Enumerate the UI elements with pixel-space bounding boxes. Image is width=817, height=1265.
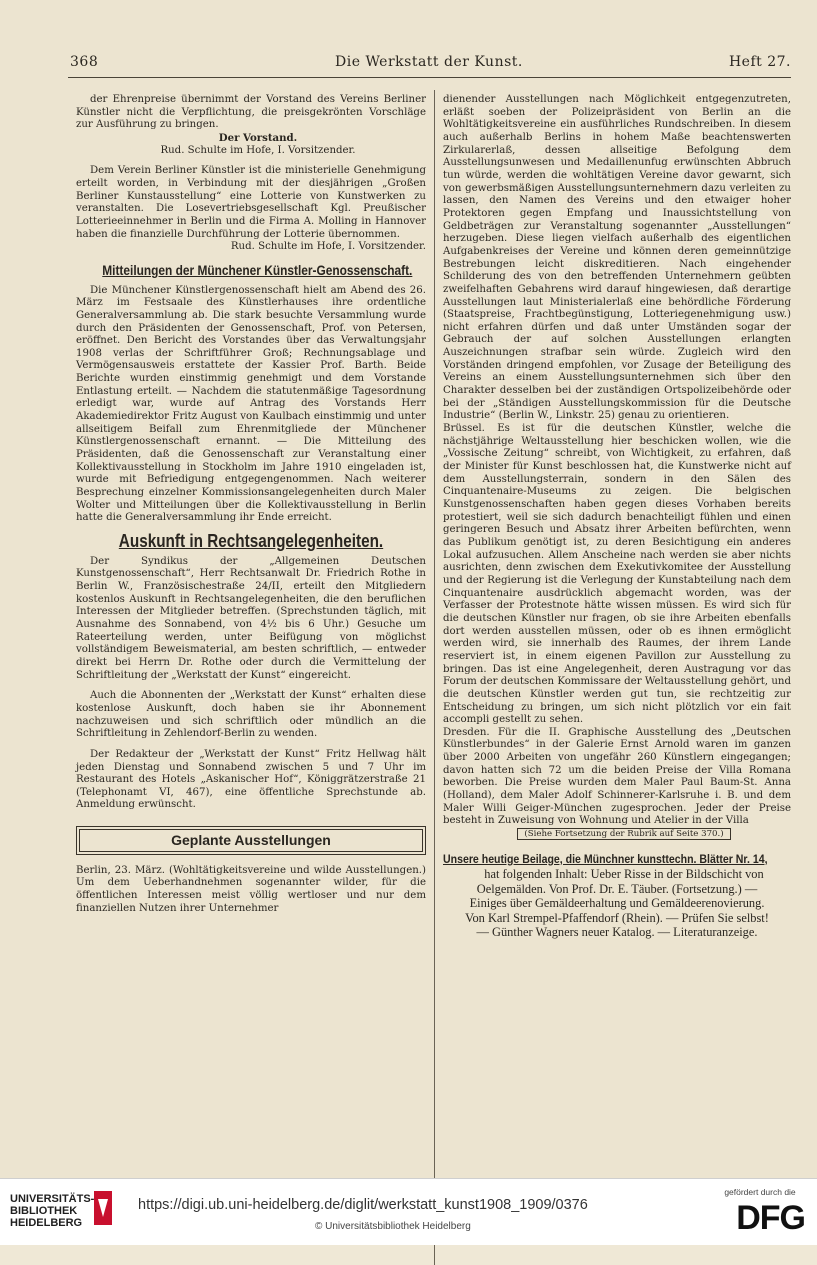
paragraph: Dem Verein Berliner Künstler ist die ministerielle Genehmigung erteilt worden, in Verbindung mit der diesjährigen „Großen Berliner Kunstausstellung“ eine Lotterie von Kunstwerken zu veranstalten. Die Losevertriebsgesellschaft Kgl. Preußischer Lotterieeinnehmer in Berlin und die Firma A. Molling in Hannover haben die finanzielle Durchführung der Lotterie übernommen. — [76, 165, 426, 240]
paragraph: Brüssel. Es ist für die deutschen Künstler, welche die nächstjährige Weltausstellung hier beschicken wollen, wie die „Vossische Zeitung“ schreibt, von Wichtigkeit, zu erfahren, daß der Minister für Kunst beschlossen hat, die Kunstwerke nicht auf dem Ausstellungsterrain, sondern in den Sälen des Cinquantenaire-Museums zu zeigen. Die belgischen Kunstgenossenschaften haben gegen dieses Vorhaben bereits protestiert, weil sie sich dadurch benachteiligt fühlen und einen geringeren Besuch und Absatz ihrer Arbeiten befürchten, wenn das Publikum genötigt ist, zu deren Besichtigung ein anderes Lokal aufzusuchen. Allem Anscheine nach werden sie aber nichts ausrichten, denn zwischen dem Exekutivkomitee der Ausstellung und der Regierung ist die Verlegung der Kunstabteilung nach dem Cinquantenaire ausdrücklich abgemacht worden, was der Verfasser der Protestnote hätte wissen müssen. Es wird sich für die deutschen Künstler nur fragen, ob sie ihre Arbeiten ebenfalls dort werden ausstellen müssen, oder ob es ihnen ermöglicht werden wird, sie innerhalb des Raumes, der ihrem Lande reserviert ist, in einem eigenen Pavillon zur Ausstellung zu bringen. Das ist eine Angelegenheit, deren Austragung vor das Forum der deutschen Kommissare der Weltausstellung gehört, und die deutschen Künstler werden gut tun, sie rechtzeitig zur Entscheidung zu bringen, um sich nicht plötzlich vor ein fait accompli gestellt zu sehen. — [443, 423, 791, 726]
paragraph: Der Syndikus der „Allgemeinen Deutschen Kunstgenossenschaft“, Herr Rechtsanwalt Dr. Friedrich Rothe in Berlin W., Französischestraße 24/II, erteilt den Mitgliedern kostenlos Auskunft in Rechtsangelegenheiten, die den beruflichen Interessen der Mitglieder betreffen. (Sprechstunden täglich, mit Ausnahme des Sonnabend, von 4½ bis 6 Uhr.) Gesuche um Rateerteilung werden, unter Beifügung von möglichst vollständigem Beweismaterial, am besten schriftlich, — entweder direkt bei Herrn Dr. Rothe oder durch die Vermittelung der Schriftleitung der „Werkstatt der Kunst“ eingereicht. — [76, 555, 426, 681]
paragraph: dienender Ausstellungen nach Möglichkeit entgegenzutreten, erläßt soeben der Polizeipräsident von Berlin an die Wohltätigkeitsvereine ein ausführliches Rundschreiben. In diesem auch außerhalb Berlins in hohem Maße beachtenswerten Zirkularerlaß, dessen allseitige Befolgung dem Ausstellungsunwesen und Medaillenunfug erwünschten Abbruch tun würde, werden die wohltätigen Vereine davor gewarnt, sich von gewerbsmäßigen Ausstellungsunternehmern dazu verleiten zu lassen, den Namen des Vereins und den etwaiger hoher Protektoren gegen Empfang und Inaussichtstellung von Geldbeträgen zur Veranstaltung sogenannter „Ausstellungen“ herzugeben. Diese liegen vielfach außerhalb des eigentlichen Aufgabenkreises der Vereine und können deren gemeinnützige Bestrebungen leicht diskreditieren. Nach eingehender Schilderung des von den betreffenden Unternehmern geübten zweifelhaften Gebahrens wird darauf hingewiesen, daß derartige Ausstellungen laut Ministerialerlaß eine behördliche Förderung (Staatspreise, Frachtbegünstigung, Lotteriegenehmigung usw.) nicht erfahren dürfen und daß unter Umständen sogar der Gebrauch der auf solchen Ausstellungen erlangten Auszeichnungen strafbar sein würde. Zugleich wird den Vorständen dringend empfohlen, vor Zusage der Beteiligung des Vereins an einem Ausstellungsunternehmen sich über den Charakter desselben bei der zuständigen Ortspolizeibehörde oder bei der „Ständigen Ausstellungskommission für die Deutsche Industrie“ (Berlin W., Linkstr. 25) genau zu orientieren. — [443, 94, 791, 422]
page-header — [70, 54, 791, 74]
paragraph: Berlin, 23. März. (Wohltätigkeitsvereine und wilde Ausstellungen.) Um dem Ueberhandnehmen sogenannter wilder, für die öffentlichen Interessen meist völlig wertloser und nur dem finanziellen Nutzen ihrer Unternehmer — [76, 864, 426, 914]
paragraph: Die Münchener Künstlergenossenschaft hielt am Abend des 26. März im Festsaale des Künstlerhauses ihre ordentliche Generalversammlung ab. Die stark besuchte Versammlung wurde durch den Präsidenten der Genossenschaft, Prof. von Petersen, eröffnet. Den Bericht des Vorstandes über das Verwaltungsjahr 1908 verlas der Schriftführer Groß; Rechnungsablage und Vermögensausweis erstattete der Kassier Prof. Barth. Beide Berichte wurden einstimmig genehmigt und dem Vorstande Entlastung erteilt. — Nachdem die statutenmäßige Tagesordnung erledigt war, wurde auf Antrag des Vorstands Herr Akademiedirektor Fritz August von Kaulbach einstimmig und unter allseitigem Beifall zum Ehrenmitgliede der Münchener Künstlergenossenschaft ernannt. — Die Mitteilung des Präsidenten, daß die Genossenschaft zur Veranstaltung einer Kollektivausstellung in Stockholm im Jahre 1910 eingeladen ist, wurde mit Befriedigung entgegengenommen. Nach weiterer Besprechung einzelner Kommissionsangelegenheiten durch Maler Wolter und Mitteilungen über die Kollektivausstellung in Berlin hatte die Generalversammlung ihr Ende erreicht. — [76, 284, 426, 524]
viewer-footer — [0, 1178, 817, 1245]
library-logo-icon — [92, 1189, 114, 1227]
library-logo-text — [10, 1193, 94, 1229]
paragraph: Dresden. Für die II. Graphische Ausstellung des „Deutschen Künstlerbundes“ in der Galerie Ernst Arnold waren im ganzen über 2000 Arbeiten von ungefähr 260 Künstlern eingegangen; davon hatten sich 72 um die beiden Preise der Villa Romana beworben. Die Preise wurden dem Maler Paul Baum-St. Anna (Holland), dem Maler Adolf Schinnerer-Karlsruhe i. B. und dem Maler Willi Geiger-München zugesprochen. Jeder der Preise besteht in Zuweisung von Wohnung und Atelier in der Villa — [443, 726, 791, 827]
library-line: BIBLIOTHEK — [10, 1205, 78, 1217]
issue-number: Heft 27. — [728, 54, 791, 70]
copyright-notice: © Universitätsbibliothek Heidelberg — [315, 1221, 471, 1232]
supplement-heading: Unsere heutige Beilage, die Münchner kunsttechn. Blätter Nr. 14, — [443, 851, 768, 866]
signature-name: Rud. Schulte im Hofe, I. Vorsitzender. — [230, 241, 426, 253]
signature-name: Rud. Schulte im Hofe, I. Vorsitzender. — [160, 144, 356, 156]
boxed-heading — [76, 826, 426, 855]
left-column — [76, 94, 426, 915]
paragraph: Der Redakteur der „Werkstatt der Kunst“ Fritz Hellwag hält jeden Dienstag und Sonnabend zwischen 5 und 7 Uhr im Restaurant des Hotels „Askanischer Hof“, Königgrätzerstraße 21 (Telephonamt VI, 467), eine öffentliche Sprechstunde ab. Anmeldung erwünscht. — [76, 748, 426, 811]
section-heading: Mitteilungen der Münchener Künstler-Genossenschaft. — [102, 261, 413, 278]
header-rule — [68, 77, 791, 78]
library-line: UNIVERSITÄTS- — [10, 1193, 95, 1205]
signature: Der Vorstand. — [218, 131, 298, 144]
continuation-label: (Siehe Fortsetzung der Rubrik auf Seite 370.) — [517, 828, 730, 840]
paragraph: der Ehrenpreise übernimmt der Vorstand des Vereins Berliner Künstler nicht die Verpflichtung, die preisgekrönten Vorschläge zur Ausführung zu bringen. — [76, 94, 426, 131]
paragraph: Auch die Abonnenten der „Werkstatt der Kunst“ erhalten diese kostenlose Auskunft, doch haben sie ihr Abonnement nachzuweisen und sich schriftlich oder mündlich an die Schriftleitung in Zehlendorf-Berlin zu wenden. — [76, 690, 426, 740]
permalink-url[interactable]: https://digi.ub.uni-heidelberg.de/diglit/werkstatt_kunst1908_1909/0376 — [138, 1197, 588, 1213]
page-number: 368 — [70, 54, 99, 70]
continuation-note — [443, 828, 791, 841]
funding-label: gefördert durch die — [724, 1187, 796, 1197]
supplement-body: hat folgenden Inhalt: Ueber Risse in der Bildschicht von Oelgemälden. Von Prof. Dr. E. Täuber. (Fortsetzung.) — Einiges über Gemäldeerhaltung und Gemäldeerenovierung. Von Karl Strempel-Pfaffendorf (Rhein). — Prüfen Sie selbst! — Günther Wagners neuer Katalog. — Literaturanzeige. — [465, 867, 769, 940]
dfg-logo: DFG — [736, 1199, 805, 1237]
library-line: HEIDELBERG — [10, 1217, 83, 1229]
section-heading: Auskunft in Rechtsangelegenheiten. — [118, 531, 384, 551]
running-title: Die Werkstatt der Kunst. — [335, 54, 523, 70]
right-column — [443, 94, 791, 940]
column-separator — [434, 90, 435, 1265]
boxed-heading-label: Geplante Ausstellungen — [79, 829, 423, 852]
